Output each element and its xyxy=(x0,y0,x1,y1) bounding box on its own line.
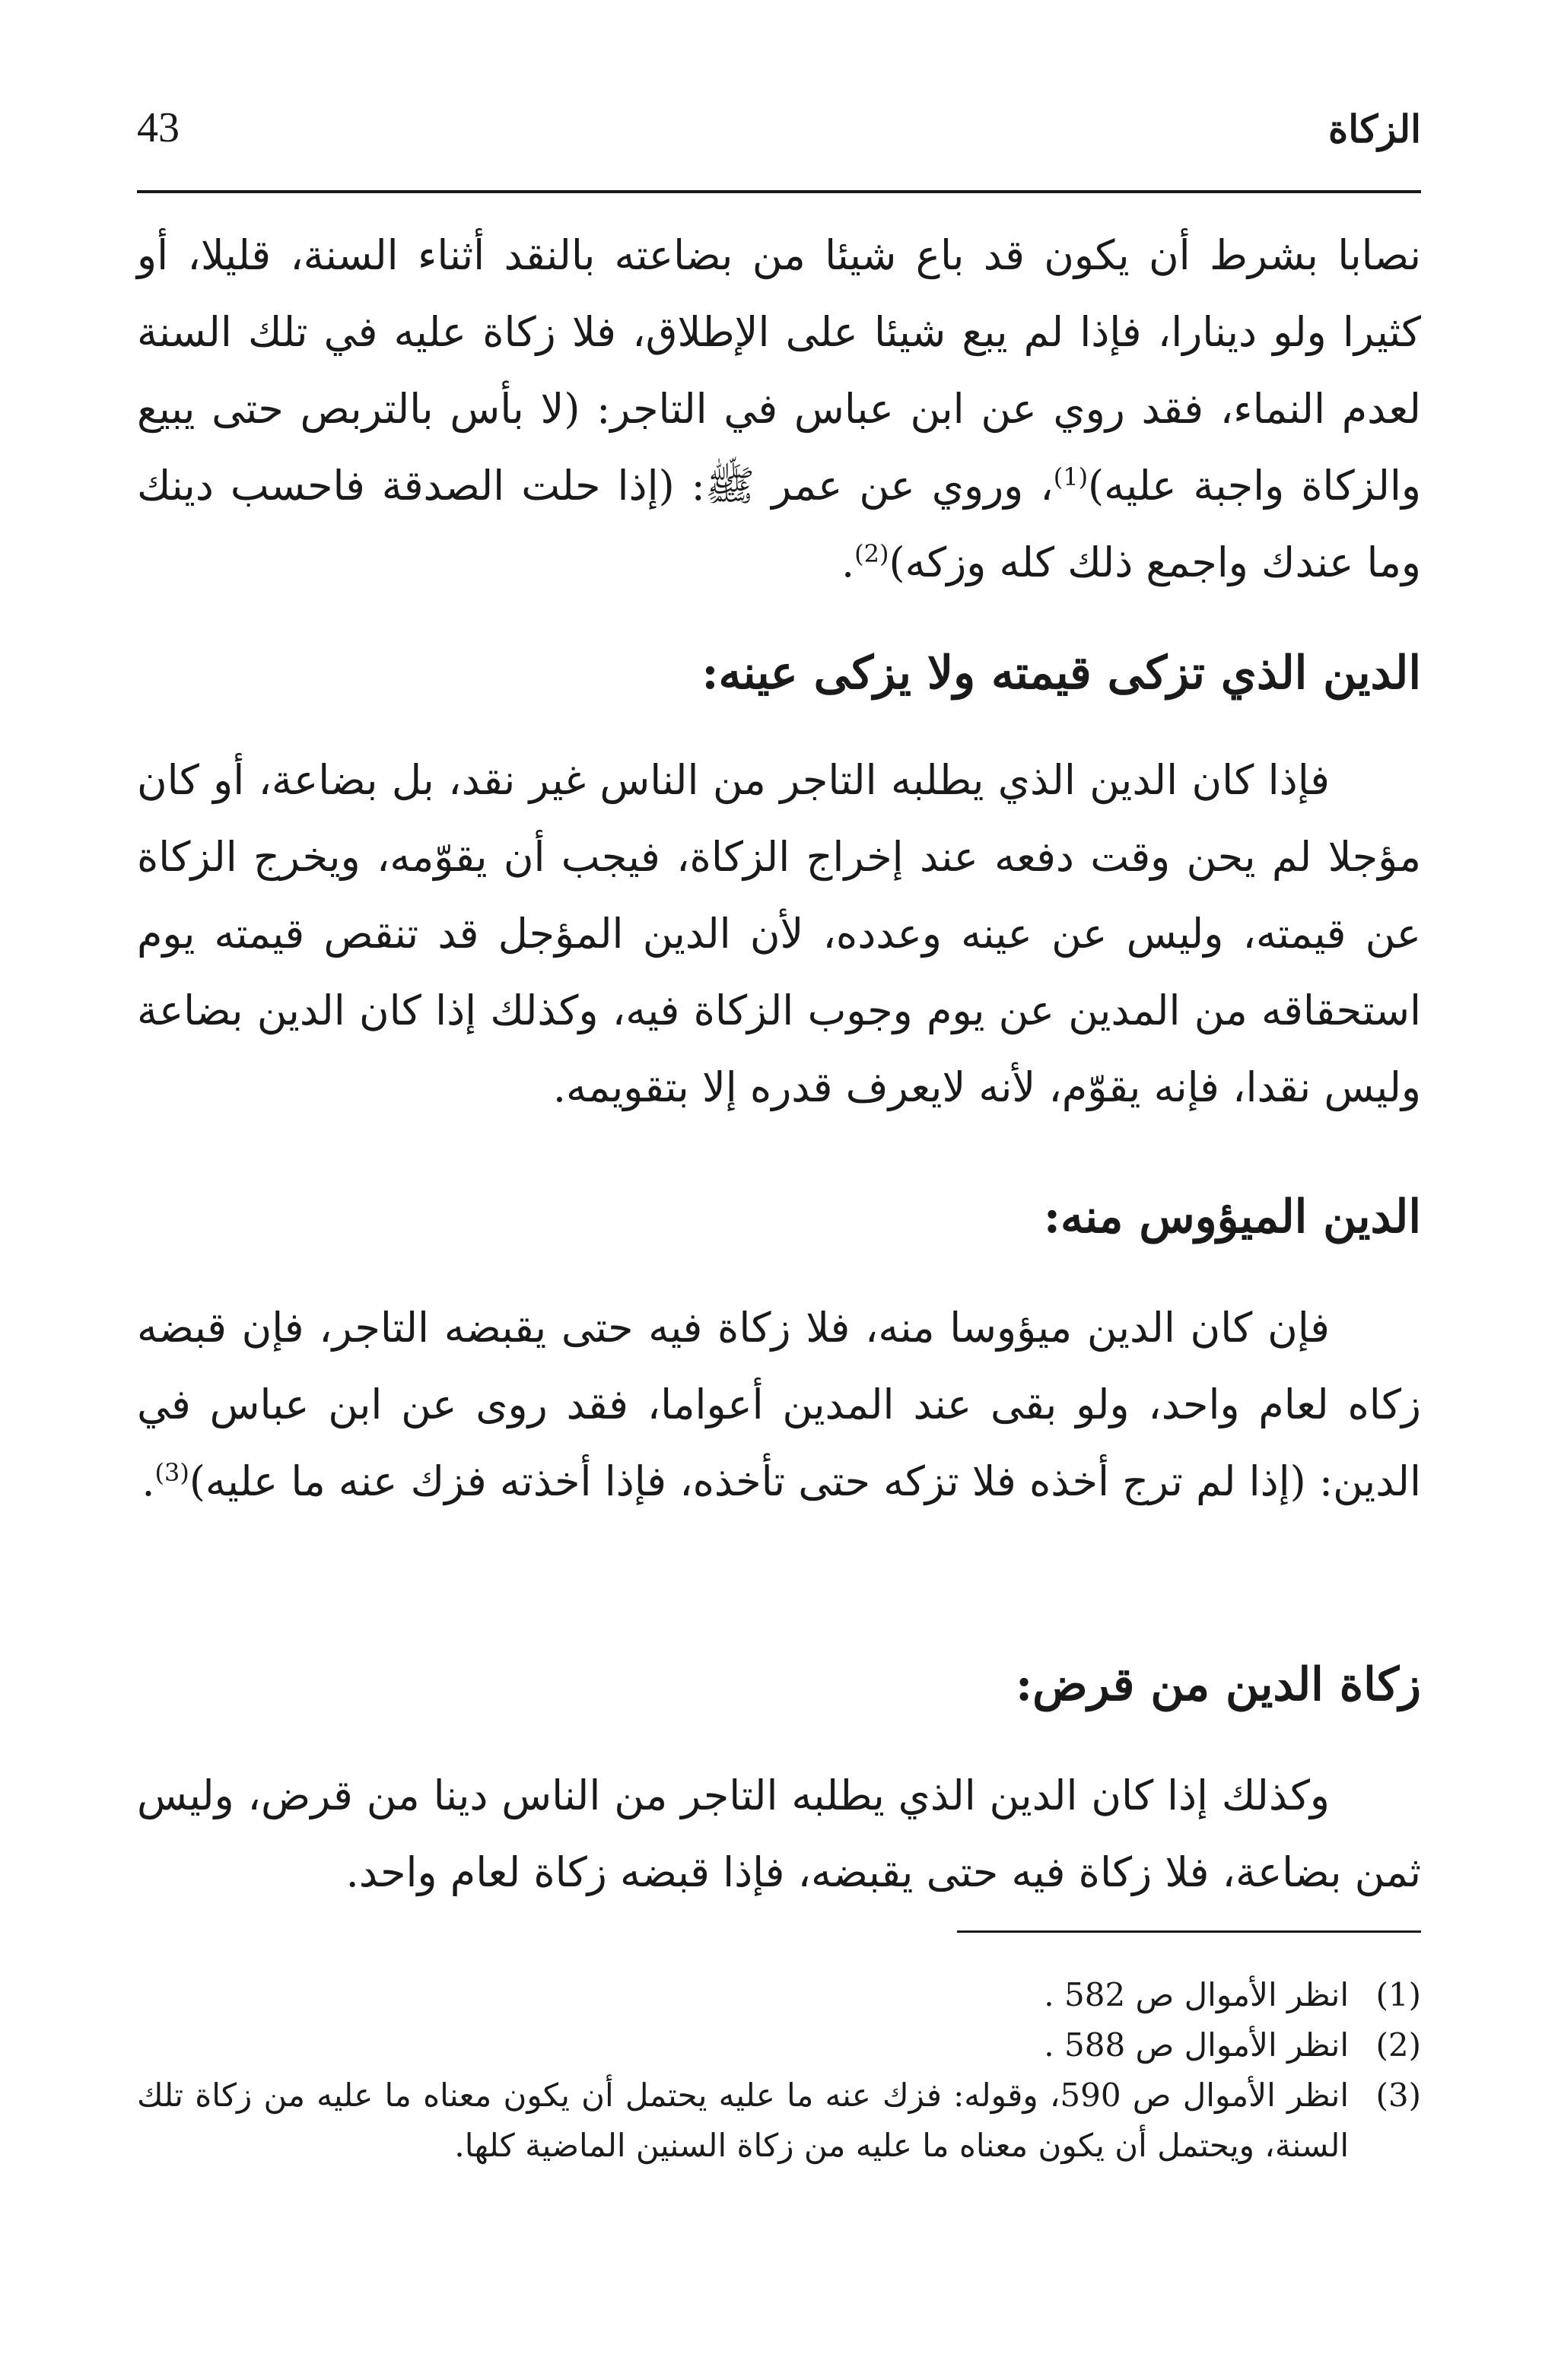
footnote-text: انظر الأموال ص 582 . xyxy=(1044,1976,1349,2013)
intro-paragraph xyxy=(137,217,1421,601)
footnote-number: (2) xyxy=(1375,2026,1421,2064)
footnote-number: (3) xyxy=(1375,2077,1421,2114)
debt-value-paragraph xyxy=(137,742,1421,1126)
section-heading-loan-debt: زكاة الدين من قرض: xyxy=(1015,1658,1421,1711)
hopeless-debt-text-b: . xyxy=(141,1457,155,1505)
footnote-ref-3: (3) xyxy=(154,1458,189,1487)
page-header xyxy=(137,106,1421,160)
section-heading-hopeless-debt: الدين الميؤوس منه: xyxy=(1043,1190,1421,1244)
footnote-ref-1: (1) xyxy=(1053,462,1089,491)
footnote-text: انظر الأموال ص 588 . xyxy=(1044,2026,1349,2064)
intro-text-b: ، وروي عن عمر ﷺ: (إذا حلت الصدقة فاحسب دينك وما عندك واجمع ذلك كله وزكه) xyxy=(137,462,1421,586)
header-rule xyxy=(137,190,1421,193)
section-heading-debt-value: الدين الذي تزكى قيمته ولا يزكى عينه: xyxy=(701,647,1421,700)
loan-debt-paragraph xyxy=(137,1757,1421,1911)
hopeless-debt-paragraph xyxy=(137,1289,1421,1520)
debt-value-text: فإذا كان الدين الذي يطلبه التاجر من الناس غير نقد، بل بضاعة، أو كان مؤجلا لم يحن وقت دفعه عند إخراج الزكاة، فيجب أن يقوّمه، ويخرج الزكاة عن قيمته، وليس عن عينه وعدده، لأن الدين المؤجل قد تنقص قيمته يوم استحقاقه من المدين عن يوم وجوب الزكاة فيه، وكذلك إذا كان الدين بضاعة وليس نقدا، فإنه يقوّم، لأنه لايعرف قدره إلا بتقويمه. xyxy=(137,756,1421,1111)
footnote-ref-2: (2) xyxy=(854,539,889,568)
footnote-rule xyxy=(957,1930,1421,1933)
loan-debt-text: وكذلك إذا كان الدين الذي يطلبه التاجر من الناس دينا من قرض، وليس ثمن بضاعة، فلا زكاة فيه حتى يقبضه، فإذا قبضه زكاة لعام واحد. xyxy=(137,1771,1421,1896)
running-title: الزكاة xyxy=(1328,106,1421,151)
page-number: 43 xyxy=(137,104,180,151)
footnote-item xyxy=(137,2070,1421,2171)
footnote-number: (1) xyxy=(1375,1976,1421,2013)
hopeless-debt-text-a: فإن كان الدين ميؤوسا منه، فلا زكاة فيه حتى يقبضه التاجر، فإن قبضه زكاه لعام واحد، ولو بقى عند المدين أعواما، فقد روى عن ابن عباس في الدين: (إذا لم ترج أخذه فلا تزكه حتى تأخذه، فإذا أخذته فزك عنه ما عليه) xyxy=(137,1304,1421,1505)
footnotes xyxy=(137,1970,1421,2171)
footnote-item xyxy=(137,1970,1421,2020)
footnote-text: انظر الأموال ص 590، وقوله: فزك عنه ما عليه يحتمل أن يكون معناه ما عليه من زكاة تلك السنة، ويحتمل أن يكون معناه ما عليه من زكاة السنين الماضية كلها. xyxy=(137,2077,1349,2164)
intro-text-a: نصابا بشرط أن يكون قد باع شيئا من بضاعته بالنقد أثناء السنة، قليلا، أو كثيرا ولو دينارا، فإذا لم يبع شيئا على الإطلاق، فلا زكاة عليه في تلك السنة لعدم النماء، فقد روي عن ابن عباس في التاجر: (لا بأس بالتربص حتى يبيع والزكاة واجبة عليه) xyxy=(137,231,1422,510)
intro-text-c: . xyxy=(841,539,855,586)
footnote-item xyxy=(137,2020,1421,2070)
